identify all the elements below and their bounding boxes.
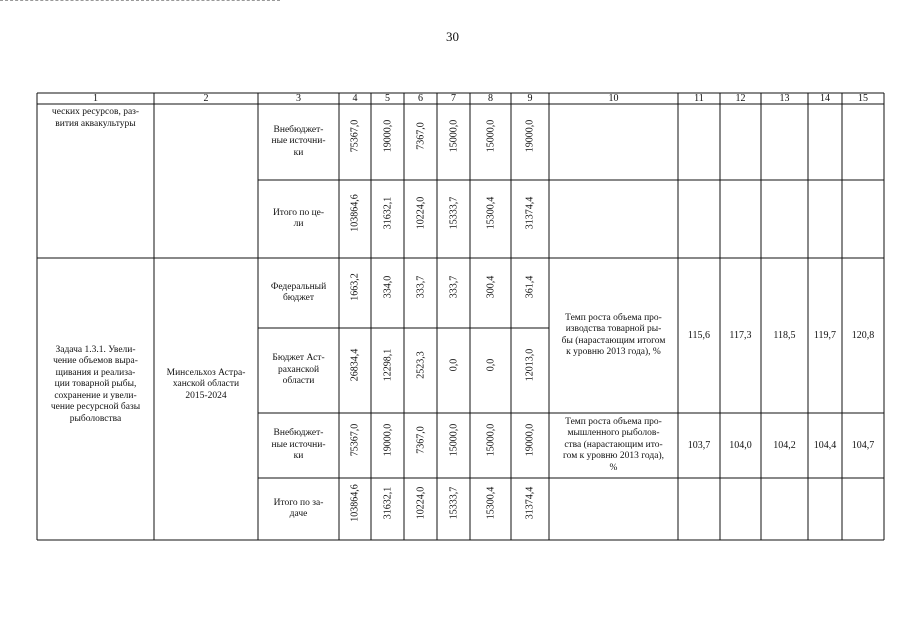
text-line: бы (нарастающим итогом bbox=[561, 335, 666, 346]
column-header: 9 bbox=[527, 93, 533, 104]
text-line: бюджет bbox=[282, 293, 315, 303]
indicator-name bbox=[551, 258, 676, 413]
text-line: ханской области bbox=[172, 379, 240, 390]
column-header: 15 bbox=[858, 93, 868, 104]
funding-value: 19000,0 bbox=[524, 119, 536, 153]
funding-value: 31374,4 bbox=[524, 196, 536, 230]
funding-value: 333,7 bbox=[448, 275, 459, 299]
column-header: 8 bbox=[488, 93, 493, 104]
column-header: 7 bbox=[451, 93, 456, 104]
funding-value: 15333,7 bbox=[448, 196, 459, 230]
funding-value: 19000,0 bbox=[524, 423, 536, 456]
text-line: чение ресурсной базы bbox=[50, 402, 141, 413]
funding-value: 0,0 bbox=[485, 358, 496, 371]
funding-value: 31632,1 bbox=[382, 196, 393, 230]
indicator-value: 117,3 bbox=[729, 329, 752, 341]
funding-value: 300,4 bbox=[485, 275, 496, 299]
funding-value: 15300,4 bbox=[485, 486, 496, 520]
indicator-value: 104,4 bbox=[813, 439, 837, 451]
funding-source bbox=[258, 104, 339, 180]
text-line: сохранение и увели- bbox=[54, 390, 137, 401]
column-header: 2 bbox=[203, 93, 209, 104]
text-line: чение объемов выра- bbox=[53, 356, 138, 367]
indicator-value: 104,2 bbox=[773, 439, 796, 451]
text-line: Внебюджет- bbox=[273, 428, 324, 439]
text-line: Итого по за- bbox=[273, 497, 324, 508]
column-header: 11 bbox=[694, 93, 704, 104]
funding-value: 103864,6 bbox=[349, 194, 361, 232]
text-line: ки bbox=[293, 451, 304, 462]
funding-value: 19000,0 bbox=[382, 423, 393, 456]
text-line: ки bbox=[293, 147, 304, 158]
funding-value: 12013,0 bbox=[524, 348, 536, 381]
text-line: Итого по це- bbox=[272, 207, 325, 218]
indicator-value: 120,8 bbox=[851, 329, 875, 341]
text-line: даче bbox=[289, 509, 308, 519]
column-header: 14 bbox=[820, 93, 830, 104]
funding-value: 334,0 bbox=[382, 275, 393, 299]
funding-source bbox=[258, 413, 339, 478]
text-line: изводства товарной ры- bbox=[565, 324, 662, 334]
funding-value: 15000,0 bbox=[448, 423, 459, 456]
column-header: 1 bbox=[93, 93, 98, 104]
text-line: Федеральный bbox=[270, 281, 327, 292]
column-header: 5 bbox=[385, 93, 390, 104]
funding-value: 103864,6 bbox=[349, 484, 361, 522]
funding-source bbox=[258, 258, 339, 328]
column-header: 4 bbox=[352, 93, 358, 104]
funding-value: 361,4 bbox=[524, 275, 536, 299]
funding-value: 19000,0 bbox=[382, 119, 393, 153]
funding-value: 15000,0 bbox=[485, 119, 496, 153]
funding-source bbox=[258, 478, 339, 540]
funding-source bbox=[258, 180, 339, 258]
text-line: гом к уровню 2013 года), bbox=[563, 451, 664, 462]
funding-value: 75367,0 bbox=[349, 423, 361, 456]
page-number: 30 bbox=[446, 29, 459, 44]
text-line: ства (нарастающим ито- bbox=[564, 439, 663, 450]
funding-value: 10224,0 bbox=[415, 486, 426, 520]
indicator-value: 104,7 bbox=[851, 439, 875, 451]
text-line: ции товарной рыбы, bbox=[54, 379, 137, 390]
column-header: 3 bbox=[296, 93, 301, 104]
funding-value: 2523,3 bbox=[415, 350, 426, 379]
text-line: Темп роста объема про- bbox=[565, 312, 662, 323]
funding-value: 31374,4 bbox=[524, 486, 536, 520]
text-line: Внебюджет- bbox=[273, 124, 324, 135]
column-header: 13 bbox=[779, 93, 790, 104]
indicator-value: 118,5 bbox=[773, 329, 796, 341]
text-line: Бюджет Аст- bbox=[272, 353, 325, 364]
indicator-value: 104,0 bbox=[729, 439, 752, 451]
funding-source bbox=[258, 328, 339, 413]
funding-value: 12298,1 bbox=[382, 348, 393, 381]
goal-continuation-text bbox=[39, 107, 152, 130]
text-line: щивания и реализа- bbox=[55, 367, 136, 378]
funding-value: 1663,2 bbox=[349, 273, 361, 301]
funding-value: 15000,0 bbox=[448, 119, 459, 153]
text-line: ные источни- bbox=[271, 136, 326, 147]
funding-value: 15000,0 bbox=[485, 423, 496, 456]
funding-value: 75367,0 bbox=[349, 119, 361, 153]
column-header: 10 bbox=[608, 93, 619, 104]
text-line: области bbox=[282, 376, 315, 387]
column-header: 12 bbox=[735, 93, 746, 104]
funding-value: 15333,7 bbox=[448, 486, 459, 520]
funding-value: 7367,0 bbox=[415, 425, 426, 454]
text-line: ческих ресурсов, раз- bbox=[51, 107, 140, 117]
funding-value: 10224,0 bbox=[415, 196, 426, 230]
text-line: % bbox=[609, 462, 618, 473]
executor bbox=[154, 244, 258, 526]
task-name bbox=[39, 244, 152, 526]
funding-value: 15300,4 bbox=[485, 196, 496, 230]
funding-value: 0,0 bbox=[448, 358, 459, 371]
column-header: 6 bbox=[418, 93, 423, 104]
indicator-value: 119,7 bbox=[813, 329, 837, 341]
text-line: 2015-2024 bbox=[185, 390, 227, 401]
funding-value: 31632,1 bbox=[382, 486, 393, 520]
indicator-name bbox=[551, 413, 676, 478]
text-line: раханской bbox=[277, 364, 320, 375]
indicator-value: 103,7 bbox=[687, 439, 711, 451]
text-line: рыболовства bbox=[69, 413, 122, 424]
text-line: ли bbox=[293, 219, 304, 229]
text-line: Задача 1.3.1. Увели- bbox=[55, 344, 136, 355]
text-line: ные источни- bbox=[271, 439, 326, 450]
text-line: Темп роста объема про- bbox=[565, 416, 662, 427]
text-line: Минсельхоз Астра- bbox=[166, 367, 246, 378]
text-line: мышленного рыболов- bbox=[567, 428, 660, 439]
funding-value: 7367,0 bbox=[415, 122, 426, 150]
text-line: к уровню 2013 года), % bbox=[566, 347, 661, 357]
funding-value: 333,7 bbox=[415, 275, 426, 299]
indicator-value: 115,6 bbox=[687, 329, 711, 341]
text-line: вития аквакультуры bbox=[55, 118, 136, 129]
funding-value: 26834,4 bbox=[349, 348, 361, 381]
